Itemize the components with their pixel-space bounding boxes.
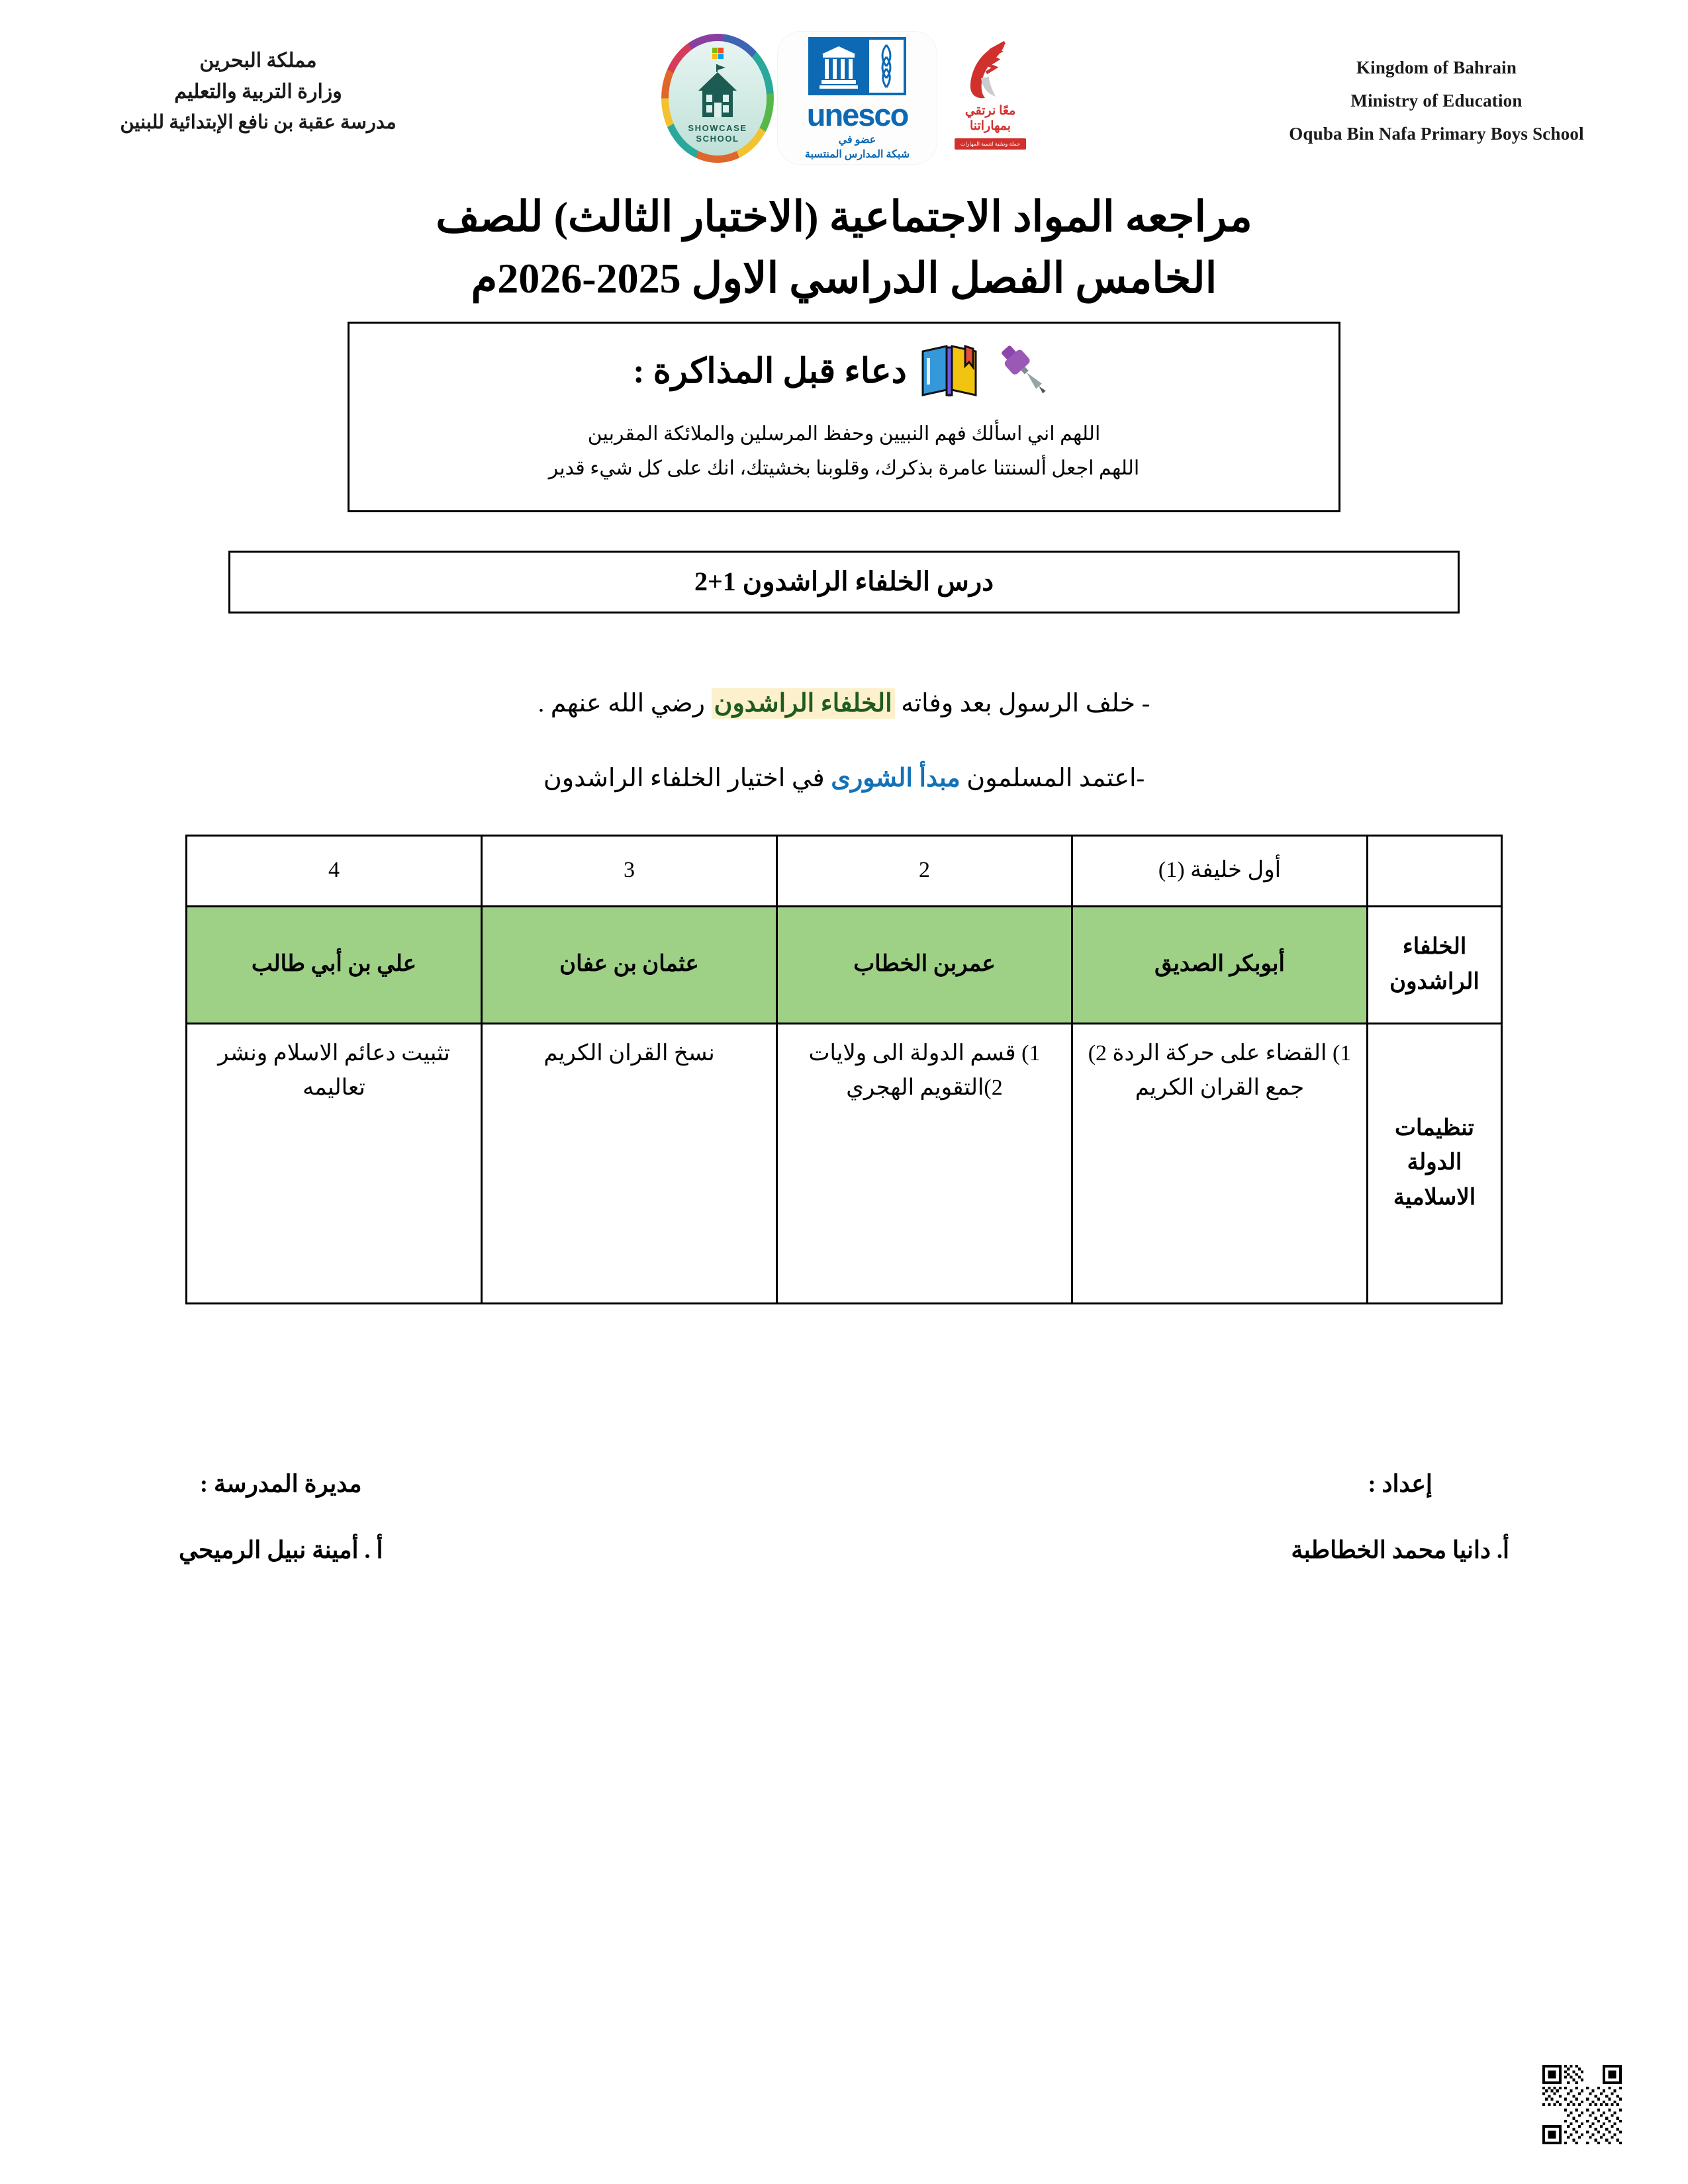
table-cell-order-2: 2 <box>777 835 1072 906</box>
header-arabic-line-2: وزارة التربية والتعليم <box>174 81 342 103</box>
khulafa-table <box>185 835 1503 1304</box>
header-english-block <box>1231 26 1642 151</box>
unesco-emblem-icon <box>808 37 906 95</box>
footer-principal-label: مديرة المدرسة : <box>200 1470 362 1497</box>
table-cell-caliph-4: علي بن أبي طالب <box>187 906 482 1023</box>
showcase-line-2: SCHOOL <box>696 134 739 144</box>
unesco-logo <box>778 32 937 164</box>
header-english-line-2: Ministry of Education <box>1350 90 1523 111</box>
footer-principal-name: أ . أمينة نبيل الرميحي <box>179 1536 383 1563</box>
campaign-arabic-text <box>965 103 1015 135</box>
bullet-2-after: في اختيار الخلفاء الراشدون <box>543 764 831 792</box>
lesson-title-text: درس الخلفاء الراشدون 1+2 <box>694 566 994 596</box>
footer-prepared-name: أ. دانيا محمد الخطاطبة <box>1291 1536 1509 1563</box>
open-book-icon <box>917 338 981 405</box>
row-organizations-label: تنظيمات الدولة الاسلامية <box>1368 1023 1502 1303</box>
campaign-bar: حملة وطنية لتنمية المهارات <box>955 138 1026 150</box>
table-cell-org-3: نسخ القران الكريم <box>482 1023 777 1303</box>
footer-principal <box>179 1470 383 1564</box>
khulafa-table-wrap <box>185 835 1503 1304</box>
table-cell-caliph-2: عمربن الخطاب <box>777 906 1072 1023</box>
bullet-2-highlight: مبدأ الشورى <box>831 764 961 792</box>
table-cell-caliph-1: أبوبكر الصديق <box>1072 906 1368 1023</box>
table-cell-caliph-3: عثمان بن عفان <box>482 906 777 1023</box>
unesco-sub-line-2: شبكة المدارس المنتسبة <box>804 148 910 160</box>
bullet-1-after: رضي الله عنهم . <box>538 689 712 717</box>
bullet-2-before: -اعتمد المسلمون <box>960 764 1145 792</box>
header-english-line-3: Oquba Bin Nafa Primary Boys School <box>1289 123 1584 144</box>
table-cell-order-1: أول خليفة (1) <box>1072 835 1368 906</box>
campaign-line-1: معًا نرتقي <box>964 103 1016 118</box>
header-arabic-line-3: مدرسة عقبة بن نافع الإبتدائية للبنين <box>120 111 397 133</box>
table-cell-org-4: تثبيت دعائم الاسلام ونشر تعاليمه <box>187 1023 482 1303</box>
table-cell-order-3: 3 <box>482 835 777 906</box>
table-row <box>187 1023 1502 1303</box>
page-title-line-1: مراجعه المواد الاجتماعية (الاختبار الثالث) للصف <box>436 193 1252 240</box>
lesson-title-box <box>228 551 1460 614</box>
school-building-icon <box>689 62 746 128</box>
bahrain-flag-icon <box>959 38 1022 102</box>
page-title-line-2: الخامس الفصل الدراسي الاول 2025-2026م <box>471 254 1217 302</box>
footer-prepared-by <box>1291 1470 1509 1564</box>
row-number-label <box>1368 835 1502 906</box>
table-cell-org-2: 1) قسم الدولة الى ولايات 2)التقويم الهجري <box>777 1023 1072 1303</box>
header-arabic-line-1: مملكة البحرين <box>199 50 317 71</box>
showcase-badge-text <box>669 123 767 145</box>
bullet-1-before: - خلف الرسول بعد وفاته <box>894 689 1150 717</box>
header-arabic-block <box>46 26 470 138</box>
pushpin-icon <box>992 338 1055 405</box>
bullet-1-highlight: الخلفاء الراشدون <box>712 688 895 719</box>
dua-line-1: اللهم اني اسألك فهم النبيين وحفظ المرسلين والملائكة المقربين <box>587 422 1101 445</box>
table-cell-org-1: 1) القضاء على حركة الردة 2) جمع القران الكريم <box>1072 1023 1368 1303</box>
dua-heading-row <box>376 338 1312 405</box>
row-names-label: الخلفاء الراشدون <box>1368 906 1502 1023</box>
showcase-line-1: SHOWCASE <box>688 123 747 133</box>
table-row <box>187 906 1502 1023</box>
dua-heading-text: دعاء قبل المذاكرة : <box>633 353 907 391</box>
campaign-line-2: بمهاراتنا <box>969 119 1011 134</box>
unesco-subtitle <box>805 133 910 161</box>
document-header <box>0 0 1688 172</box>
dua-line-2: اللهم اجعل ألسنتنا عامرة بذكرك، وقلوبنا بخشيتك، انك على كل شيء قدير <box>548 457 1140 480</box>
bullet-item <box>195 760 1493 797</box>
header-logos <box>661 26 1040 164</box>
microsoft-logo-icon <box>712 48 724 59</box>
unesco-wordmark: unesco <box>806 97 908 132</box>
dua-box <box>348 322 1340 512</box>
bahrain-campaign-logo <box>941 37 1040 159</box>
header-english-line-1: Kingdom of Bahrain <box>1356 58 1517 77</box>
table-row <box>187 835 1502 906</box>
bullet-item <box>195 685 1493 723</box>
table-cell-order-4: 4 <box>187 835 482 906</box>
footer-prepared-label: إعداد : <box>1368 1470 1432 1497</box>
content-bullets <box>195 685 1493 797</box>
qr-code <box>1542 2065 1622 2144</box>
document-footer <box>179 1470 1509 1564</box>
page-title <box>215 187 1473 310</box>
unesco-sub-line-1: عضو في <box>838 134 876 146</box>
showcase-school-badge <box>661 34 774 163</box>
